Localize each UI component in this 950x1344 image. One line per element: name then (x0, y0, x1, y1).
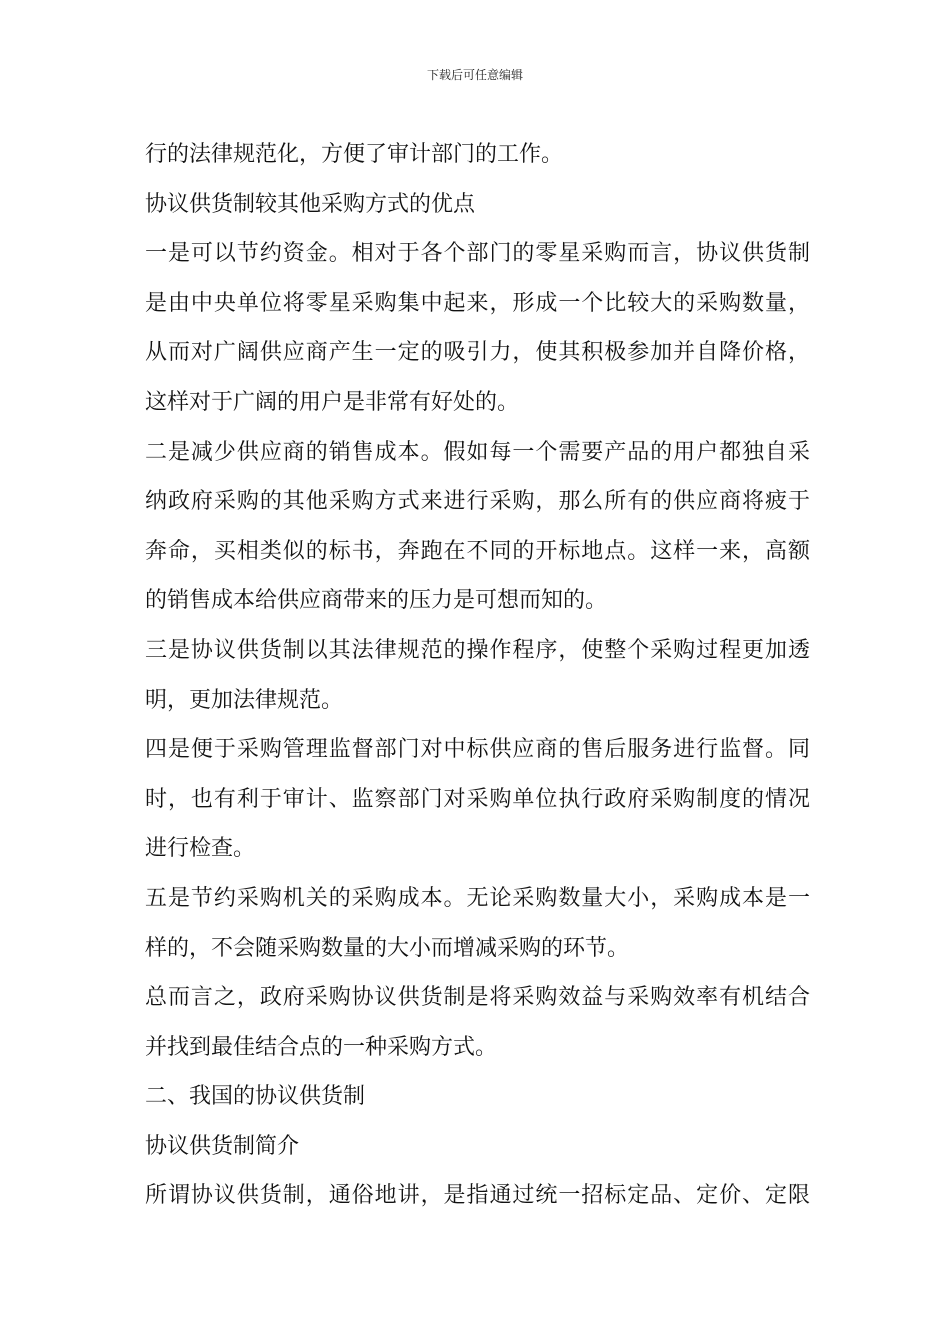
text-line: 从而对广阔供应商产生一定的吸引力，使其积极参加并自降价格， (145, 340, 810, 366)
text-line: 总而言之，政府采购协议供货制是将采购效益与采购效率有机结合 (145, 985, 810, 1011)
text-line: 时，也有利于审计、监察部门对采购单位执行政府采购制度的情况 (145, 786, 810, 812)
section-heading: 协议供货制较其他采购方式的优点 (145, 191, 476, 217)
page-header: 下载后可任意编辑 (426, 68, 523, 82)
text-line: 所谓协议供货制，通俗地讲，是指通过统一招标定品、定价、定限 (145, 1183, 810, 1209)
text-line: 四是便于采购管理监督部门对中标供应商的售后服务进行监督。同 (145, 737, 810, 763)
text-line: 明，更加法律规范。 (145, 687, 344, 713)
text-line: 三是协议供货制以其法律规范的操作程序，使整个采购过程更加透 (145, 637, 810, 663)
section-heading: 二、我国的协议供货制 (145, 1084, 366, 1110)
text-line: 是由中央单位将零星采购集中起来，形成一个比较大的采购数量， (145, 290, 810, 316)
text-line: 奔命，买相类似的标书，奔跑在不同的开标地点。这样一来，高额 (145, 538, 810, 564)
text-line: 一是可以节约资金。相对于各个部门的零星采购而言，协议供货制 (145, 241, 810, 267)
text-line: 样的，不会随采购数量的大小而增减采购的环节。 (145, 935, 630, 961)
document-body (145, 130, 810, 1221)
text-line: 五是节约采购机关的采购成本。无论采购数量大小，采购成本是一 (145, 885, 810, 911)
text-line: 行的法律规范化，方便了审计部门的工作。 (145, 142, 564, 167)
text-line: 这样对于广阔的用户是非常有好处的。 (145, 389, 520, 415)
text-line: 二是减少供应商的销售成本。假如每一个需要产品的用户都独自采 (145, 439, 810, 465)
text-line: 的销售成本给供应商带来的压力是可想而知的。 (145, 588, 608, 614)
text-line: 纳政府采购的其他采购方式来进行采购，那么所有的供应商将疲于 (145, 489, 810, 515)
text-line: 并找到最佳结合点的一种采购方式。 (145, 1034, 498, 1060)
section-heading: 协议供货制简介 (145, 1133, 300, 1159)
text-line: 进行检查。 (145, 836, 256, 862)
